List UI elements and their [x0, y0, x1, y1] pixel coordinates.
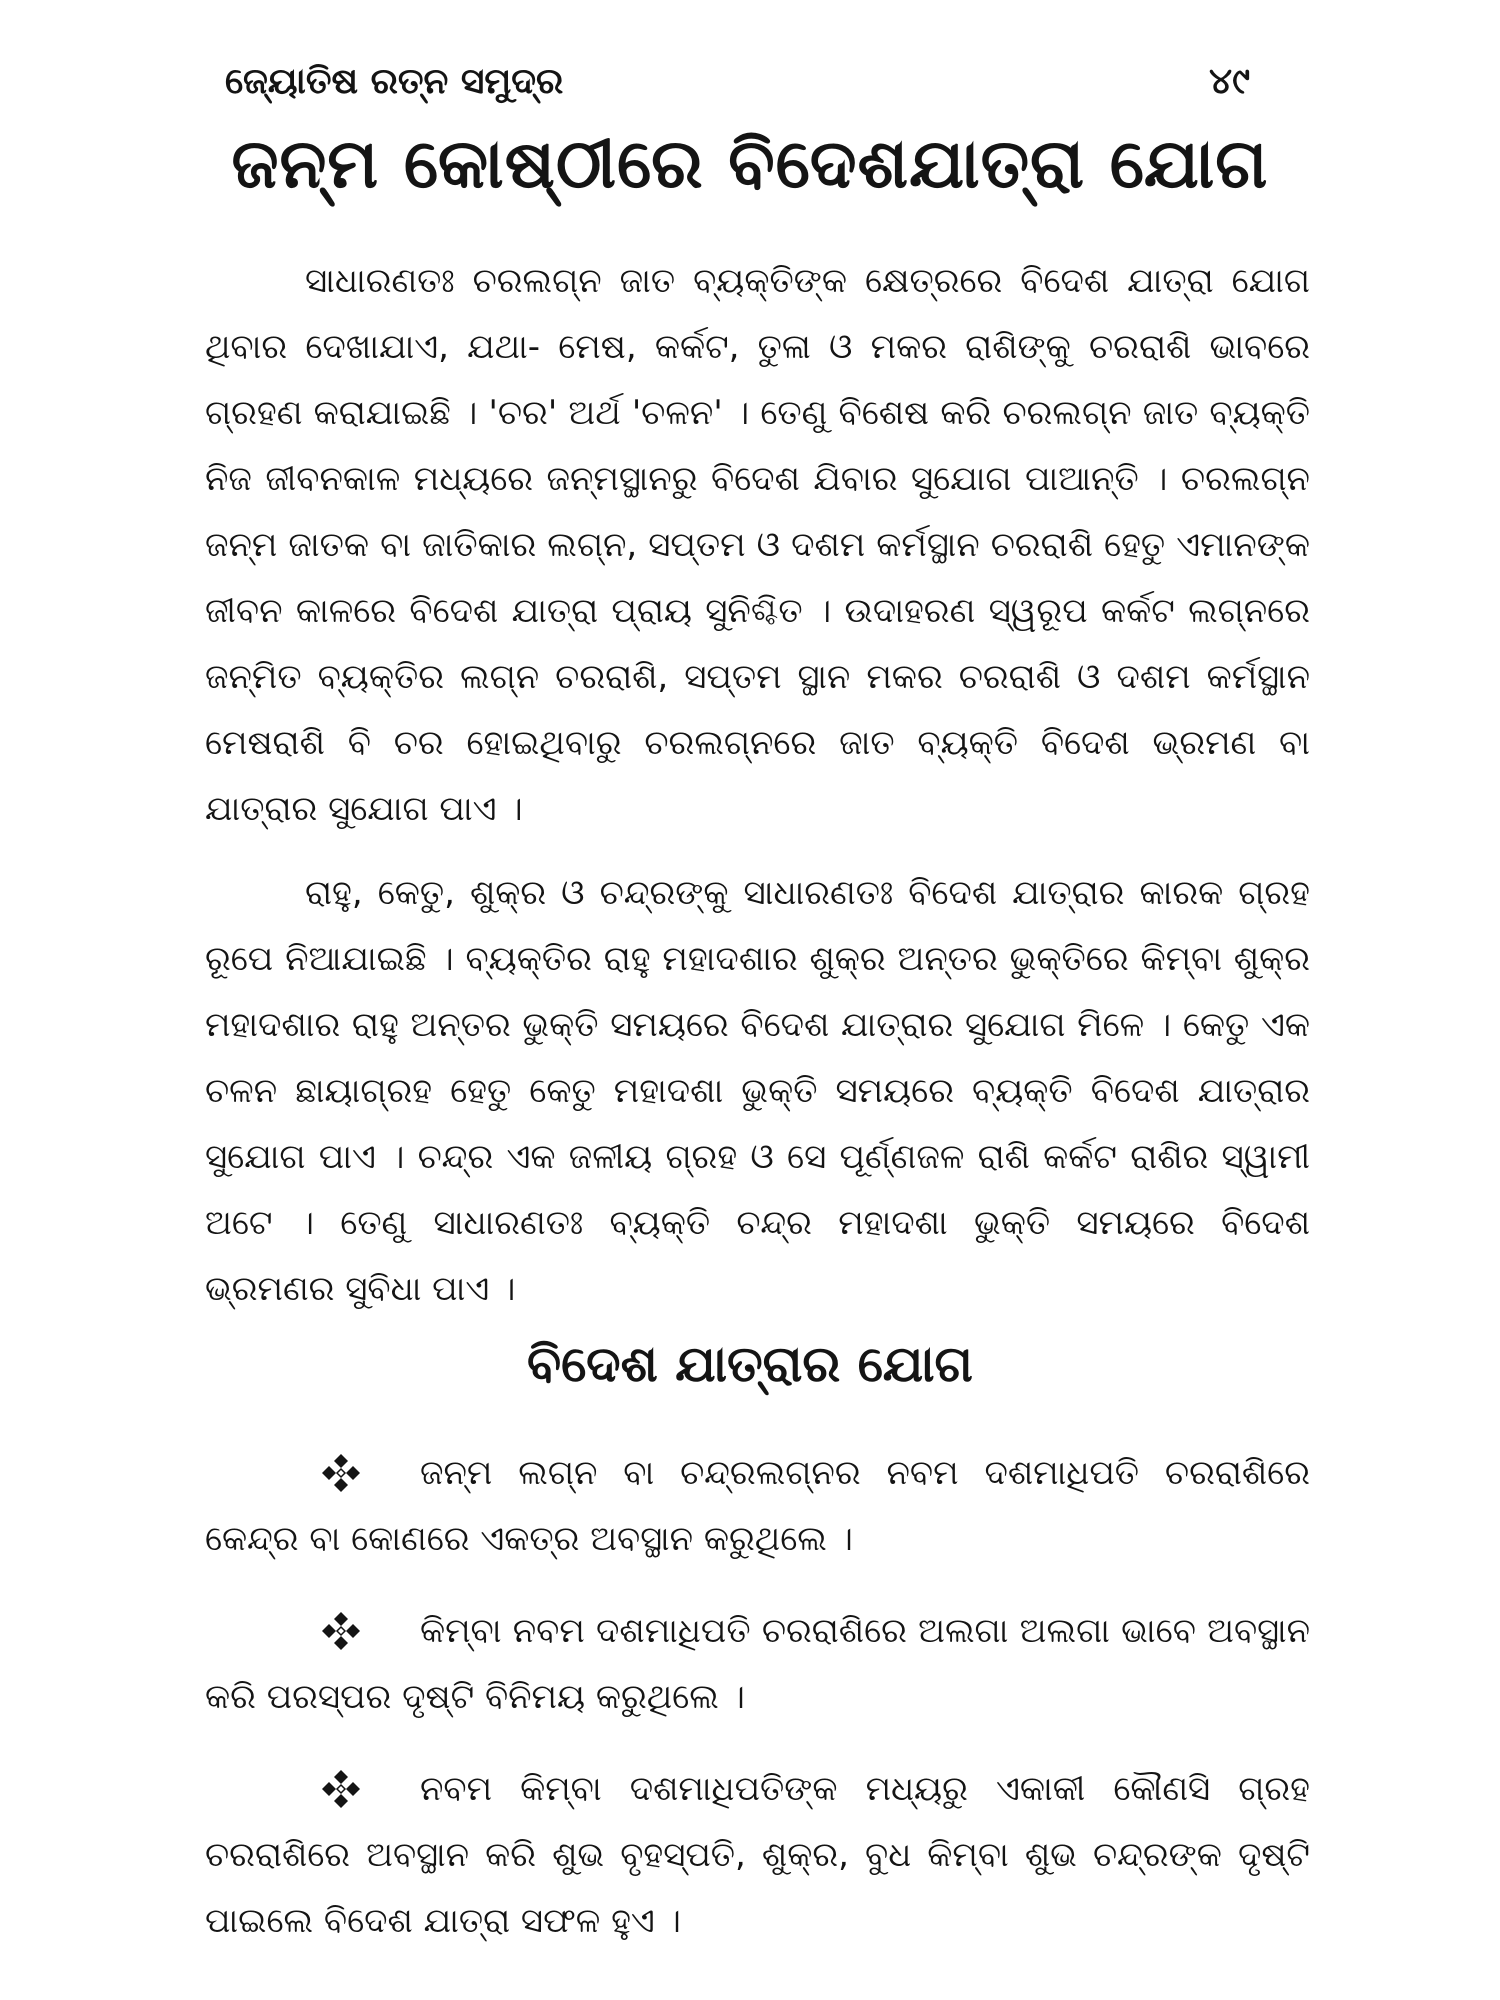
running-header [225, 52, 1250, 112]
bullet-item-3 [205, 1756, 1310, 1954]
bullet-list [205, 1440, 1310, 1980]
bullet-item-1 [205, 1440, 1310, 1572]
chapter-title: ଜନ୍ମ କୋଷ୍ଠୀରେ ବିଦେଶଯାତ୍ରା ଯୋଗ [231, 125, 1269, 204]
page-number: ୪୯ [1209, 61, 1250, 102]
bullet-text-3: ନବମ କିମ୍ବା ଦଶମାଧିପତିଙ୍କ ମଧ୍ୟରୁ ଏକାକୀ କୌଣସି ଗ୍ରହ ଚରରାଶିରେ ଅବସ୍ଥାନ କରି ଶୁଭ ବୃହସ୍ପତି, ଶୁକ୍ର, ବୁଧ କିମ୍ବା ଶୁଭ ଚନ୍ଦ୍ରଙ୍କ ଦୃଷ୍ଟି ପାଇଲେ ବିଦେଶ ଯାତ୍ରା ସଫଳ ହୁଏ । [205, 1769, 1310, 1941]
bullet-text-1: ଜନ୍ମ ଲଗ୍ନ ବା ଚନ୍ଦ୍ରଲଗ୍ନର ନବମ ଦଶମାଧିପତି ଚରରାଶିରେ କେନ୍ଦ୍ର ବା କୋଣରେ ଏକତ୍ର ଅବସ୍ଥାନ କରୁଥିଲେ । [205, 1453, 1310, 1559]
four-diamond-bullet-icon [320, 1452, 362, 1494]
four-diamond-bullet-icon [320, 1610, 362, 1652]
bullet-item-2 [205, 1598, 1310, 1730]
paragraph-2: ରାହୁ, କେତୁ, ଶୁକ୍ର ଓ ଚନ୍ଦ୍ରଙ୍କୁ ସାଧାରଣତଃ ବିଦେଶ ଯାତ୍ରାର କାରକ ଗ୍ରହ ରୂପେ ନିଆଯାଇଛି । ବ୍ୟକ୍ତିର ରାହୁ ମହାଦଶାର ଶୁକ୍ର ଅନ୍ତର ଭୁକ୍ତିରେ କିମ୍ବା ଶୁକ୍ର ମହାଦଶାର ରାହୁ ଅନ୍ତର ଭୁକ୍ତି ସମୟରେ ବିଦେଶ ଯାତ୍ରାର ସୁଯୋଗ ମିଳେ । କେତୁ ଏକ ଚଳନ ଛାୟାଗ୍ରହ ହେତୁ କେତୁ ମହାଦଶା ଭୁକ୍ତି ସମୟରେ ବ୍ୟକ୍ତି ବିଦେଶ ଯାତ୍ରାର ସୁଯୋଗ ପାଏ । ଚନ୍ଦ୍ର ଏକ ଜଳୀୟ ଗ୍ରହ ଓ ସେ ପୂର୍ଣ୍ଣଜଳ ରାଶି କର୍କଟ ରାଶିର ସ୍ୱାମୀ ଅଟେ । ତେଣୁ ସାଧାରଣତଃ ବ୍ୟକ୍ତି ଚନ୍ଦ୍ର ମହାଦଶା ଭୁକ୍ତି ସମୟରେ ବିଦେଶ ଭ୍ରମଣର ସୁବିଧା ପାଏ । [205, 873, 1310, 1309]
four-diamond-bullet-icon [320, 1768, 362, 1810]
section-heading: ବିଦେଶ ଯାତ୍ରାର ଯୋଗ [527, 1335, 973, 1393]
book-title: ଜ୍ୟୋତିଷ ରତ୍ନ ସମୁଦ୍ର [225, 61, 564, 102]
bullet-text-2: କିମ୍ବା ନବମ ଦଶମାଧିପତି ଚରରାଶିରେ ଅଲଗା ଅଲଗା ଭାବେ ଅବସ୍ଥାନ କରି ପରସ୍ପର ଦୃଷ୍ଟି ବିନିମୟ କରୁଥିଲେ । [205, 1611, 1310, 1717]
paragraph-1: ସାଧାରଣତଃ ଚରଲଗ୍ନ ଜାତ ବ୍ୟକ୍ତିଙ୍କ କ୍ଷେତ୍ରରେ ବିଦେଶ ଯାତ୍ରା ଯୋଗ ଥିବାର ଦେଖାଯାଏ, ଯଥା- ମେଷ, କର୍କଟ, ତୁଳା ଓ ମକର ରାଶିଙ୍କୁ ଚରରାଶି ଭାବରେ ଗ୍ରହଣ କରାଯାଇଛି । 'ଚର' ଅର୍ଥ 'ଚଳନ' । ତେଣୁ ବିଶେଷ କରି ଚରଲଗ୍ନ ଜାତ ବ୍ୟକ୍ତି ନିଜ ଜୀବନକାଳ ମଧ୍ୟରେ ଜନ୍ମସ୍ଥାନରୁ ବିଦେଶ ଯିବାର ସୁଯୋଗ ପାଆନ୍ତି । ଚରଲଗ୍ନ ଜନ୍ମ ଜାତକ ବା ଜାତିକାର ଲଗ୍ନ, ସପ୍ତମ ଓ ଦଶମ କର୍ମସ୍ଥାନ ଚରରାଶି ହେତୁ ଏମାନଙ୍କ ଜୀବନ କାଳରେ ବିଦେଶ ଯାତ୍ରା ପ୍ରାୟ ସୁନିଶ୍ଚିତ । ଉଦାହରଣ ସ୍ୱରୂପ କର୍କଟ ଲଗ୍ନରେ ଜନ୍ମିତ ବ୍ୟକ୍ତିର ଲଗ୍ନ ଚରରାଶି, ସପ୍ତମ ସ୍ଥାନ ମକର ଚରରାଶି ଓ ଦଶମ କର୍ମସ୍ଥାନ ମେଷରାଶି ବି ଚର ହୋଇଥିବାରୁ ଚରଲଗ୍ନରେ ଜାତ ବ୍ୟକ୍ତି ବିଦେଶ ଭ୍ରମଣ ବା ଯାତ୍ରାର ସୁଯୋଗ ପାଏ । [205, 261, 1310, 829]
